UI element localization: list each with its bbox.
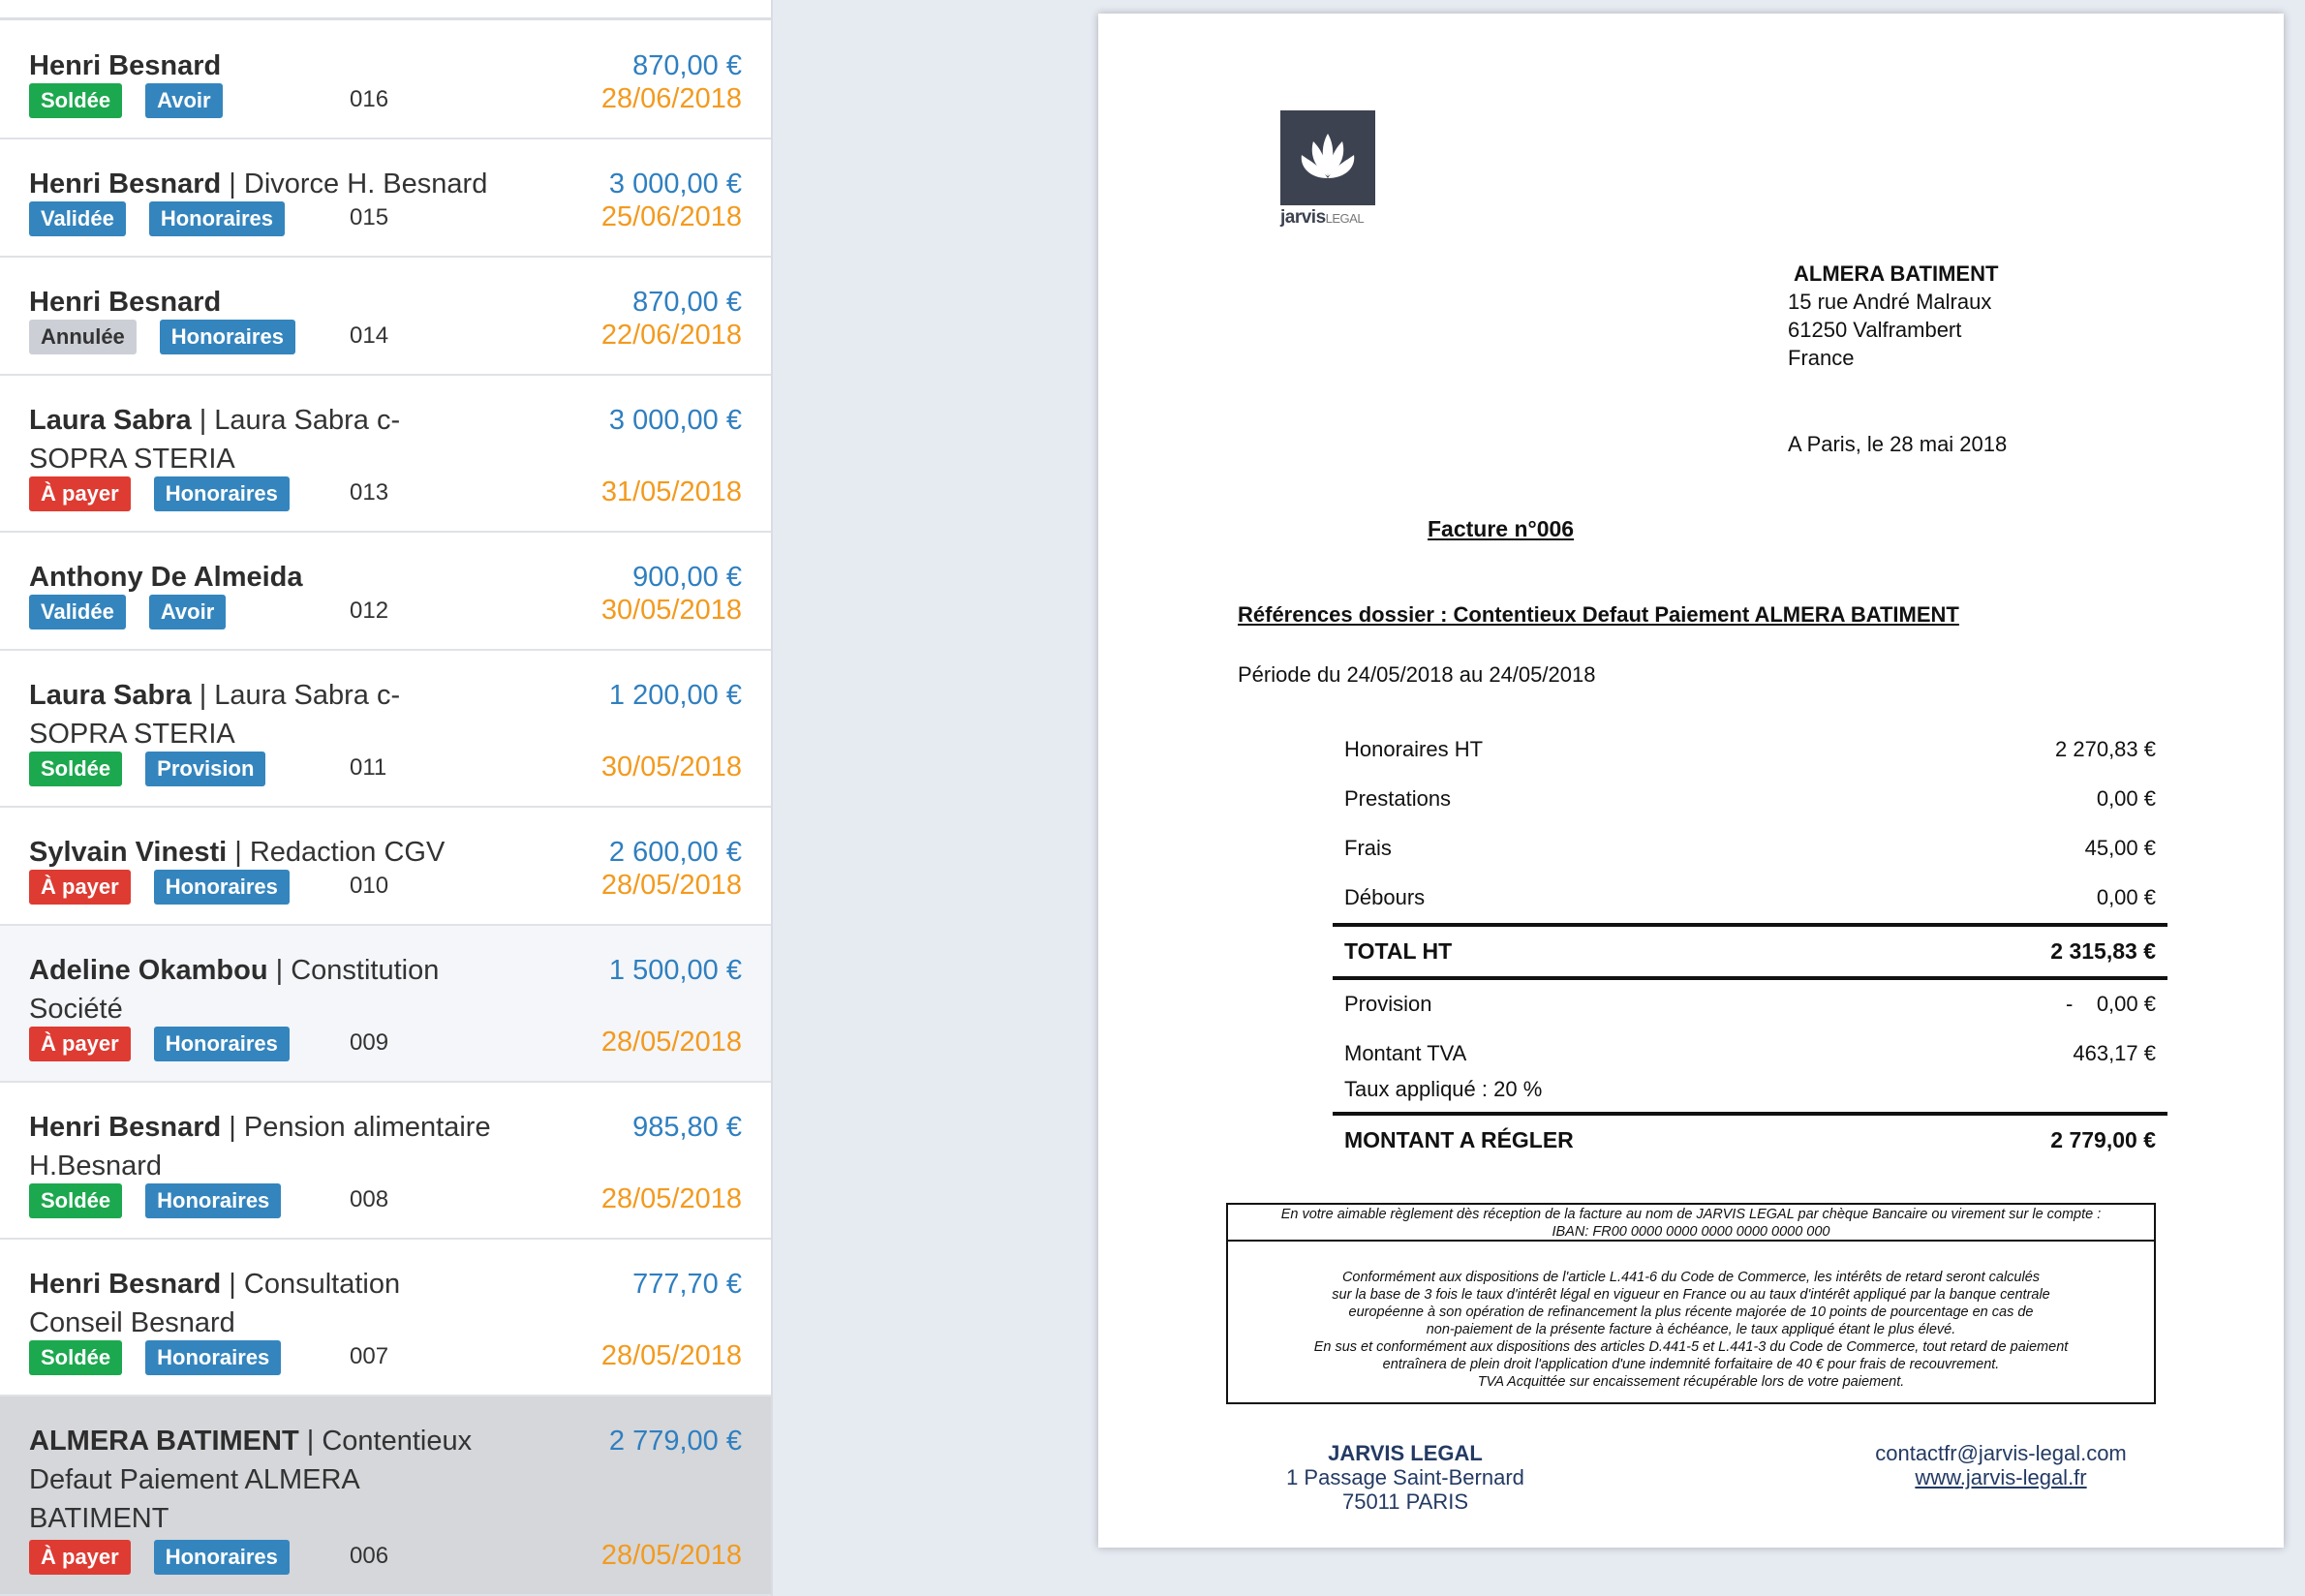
invoice-tags <box>29 201 308 238</box>
legal-notice-line: européenne à son opération de refinancement la plus récente majorée de 10 points de pourcentage en cas de <box>1348 1304 2034 1320</box>
client-city: 61250 Valframbert <box>1788 318 1962 342</box>
case-description: Divorce H. Besnard <box>243 169 488 200</box>
invoice-amount: 2 779,00 € <box>608 1426 742 1457</box>
invoice-list-item[interactable] <box>0 1240 771 1396</box>
legal-notice-line: non-paiement de la présente facture à échéance, le taux appliqué étant le plus élevé. <box>1426 1322 1956 1337</box>
client-name: Henri Besnard <box>29 169 222 200</box>
invoice-amount: 2 600,00 € <box>608 837 742 868</box>
invoice-tags <box>29 1027 313 1063</box>
invoice-list-item[interactable] <box>0 21 771 139</box>
invoice-tags <box>29 1340 304 1377</box>
type-badge: Honoraires <box>145 1183 281 1218</box>
total-ht-label: TOTAL HT <box>1344 938 1453 964</box>
invoice-number: 016 <box>350 86 389 112</box>
invoice-amount: 1 200,00 € <box>608 680 742 711</box>
line-item-value: 0,00 € <box>2096 885 2156 909</box>
invoice-tags <box>29 83 246 120</box>
invoice-number: 012 <box>350 598 389 624</box>
type-badge: Honoraires <box>154 870 290 905</box>
title-separator: | <box>221 1269 244 1300</box>
type-badge: Provision <box>145 752 265 786</box>
invoice-tags <box>29 320 319 356</box>
invoice-item-title <box>29 401 494 478</box>
amount-due-row <box>1333 1116 2167 1165</box>
line-item-row <box>1333 775 2167 824</box>
status-badge: Soldée <box>29 1340 122 1375</box>
client-country: France <box>1788 346 1855 370</box>
firm-website-link[interactable]: www.jarvis-legal.fr <box>1915 1465 2087 1489</box>
invoice-tags <box>29 595 249 631</box>
invoice-item-title <box>29 951 494 1028</box>
invoice-list-item[interactable] <box>0 926 771 1083</box>
type-badge: Avoir <box>149 595 226 629</box>
provision-label: Provision <box>1344 992 1432 1016</box>
line-item-label: Frais <box>1344 836 1392 860</box>
case-description: Constitution Société <box>29 955 440 1025</box>
invoice-list-item[interactable] <box>0 533 771 651</box>
title-separator: | <box>221 169 244 200</box>
payment-instructions-text: En votre aimable règlement dès réception de la facture au nom de JARVIS LEGAL par chèque Bancaire ou virement sur le compte : <box>1280 1207 2102 1222</box>
legal-notice-line: Conformément aux dispositions de l'article L.441-6 du Code de Commerce, les intérêts de retard seront calculés <box>1341 1270 2041 1285</box>
legal-notice-line: entraînera de plein droit l'application d'une indemnité forfaitaire de 40 € pour frais de recouvrement. <box>1382 1357 2000 1372</box>
invoice-item-title <box>29 1108 494 1185</box>
invoice-number: 014 <box>350 322 389 349</box>
payment-instructions <box>1228 1205 2154 1242</box>
invoice-amount: 985,80 € <box>632 1112 742 1143</box>
status-badge: Soldée <box>29 83 122 118</box>
type-badge: Honoraires <box>154 1540 290 1575</box>
status-badge: Validée <box>29 595 126 629</box>
invoice-number: 010 <box>350 873 389 899</box>
invoice-date: 28/05/2018 <box>600 1183 742 1214</box>
title-separator: | <box>191 680 215 711</box>
invoice-totals-table <box>1333 725 2167 1079</box>
case-description: Contentieux Defaut Paiement ALMERA BATIMENT <box>29 1426 473 1534</box>
invoice-list[interactable] <box>0 0 773 1596</box>
total-ht-row <box>1333 927 2167 976</box>
invoice-amount: 1 500,00 € <box>608 955 742 986</box>
tax-rate: Taux appliqué : 20 % <box>1344 1077 1543 1101</box>
case-description: Laura Sabra c-SOPRA STERIA <box>29 405 401 475</box>
logo-wordmark: jarvisLEGAL <box>1280 207 1365 228</box>
jarvis-legal-logo <box>1280 110 1377 229</box>
invoice-tags <box>29 1540 313 1577</box>
title-separator: | <box>227 837 250 868</box>
invoice-item-title <box>29 46 494 85</box>
line-item-label: Prestations <box>1344 786 1452 811</box>
client-name: ALMERA BATIMENT <box>1794 261 1999 286</box>
client-address <box>1788 260 1998 372</box>
status-badge: À payer <box>29 476 131 511</box>
provision-row <box>1333 980 2167 1029</box>
status-badge: Soldée <box>29 752 122 786</box>
line-item-value: 45,00 € <box>2084 836 2156 860</box>
invoice-amount: 3 000,00 € <box>608 405 742 436</box>
tva-value: 463,17 € <box>2073 1041 2156 1065</box>
total-ht-value: 2 315,83 € <box>2050 938 2156 964</box>
title-separator: | <box>221 1112 244 1143</box>
client-name: ALMERA BATIMENT <box>29 1426 299 1457</box>
invoice-date: 30/05/2018 <box>600 752 742 783</box>
legal-notice-line: sur la base de 3 fois le taux d'intérêt légal en vigueur en France ou au taux d'intérêt appliqué par la banque centrale <box>1332 1287 2050 1303</box>
type-badge: Honoraires <box>145 1340 281 1375</box>
firm-address <box>1265 1441 1546 1514</box>
invoice-tags <box>29 752 289 788</box>
title-separator: | <box>298 1426 323 1457</box>
line-item-value: 0,00 € <box>2096 786 2156 811</box>
firm-name: JARVIS LEGAL <box>1328 1441 1483 1465</box>
type-badge: Honoraires <box>149 201 285 236</box>
invoice-date: 25/06/2018 <box>600 201 742 232</box>
invoice-amount: 777,70 € <box>632 1269 742 1300</box>
invoice-list-item[interactable] <box>0 651 771 808</box>
client-name: Anthony De Almeida <box>29 562 303 593</box>
title-separator: | <box>191 405 215 436</box>
invoice-date-line: A Paris, le 28 mai 2018 <box>1788 432 2008 456</box>
status-badge: À payer <box>29 870 131 905</box>
client-name: Laura Sabra <box>29 405 192 436</box>
invoice-date: 22/06/2018 <box>600 320 742 351</box>
legal-notice-line: TVA Acquittée sur encaissement récupérable lors de votre paiement. <box>1477 1374 1905 1390</box>
billing-period: Période du 24/05/2018 au 24/05/2018 <box>1238 662 1596 687</box>
invoice-item-title <box>29 676 494 753</box>
invoice-tags <box>29 1183 304 1220</box>
client-name: Adeline Okambou <box>29 955 268 986</box>
tva-row <box>1333 1029 2167 1079</box>
invoice-number: 011 <box>350 754 387 781</box>
firm-email[interactable]: contactfr@jarvis-legal.com <box>1875 1441 2127 1465</box>
legal-notice-line: En sus et conformément aux dispositions des articles D.441-5 et L.441-3 du Code de Commerce, tout retard de paiement <box>1313 1339 2069 1355</box>
status-badge: Soldée <box>29 1183 122 1218</box>
tva-label: Montant TVA <box>1344 1041 1467 1065</box>
invoice-list-item[interactable] <box>0 258 771 376</box>
invoice-item-title <box>29 1265 494 1342</box>
firm-street: 1 Passage Saint-Bernard <box>1286 1465 1524 1489</box>
line-item-row <box>1333 824 2167 874</box>
client-name: Henri Besnard <box>29 1269 222 1300</box>
invoice-amount: 870,00 € <box>632 50 742 81</box>
invoice-date: 28/05/2018 <box>600 1540 742 1571</box>
invoice-item-title <box>29 165 494 203</box>
line-item-label: Honoraires HT <box>1344 737 1484 761</box>
logo-emblem-icon <box>1280 110 1375 205</box>
status-badge: Validée <box>29 201 126 236</box>
invoice-list-item[interactable] <box>0 376 771 533</box>
invoice-number: 006 <box>350 1543 389 1569</box>
invoice-tags <box>29 870 313 906</box>
invoice-date: 30/05/2018 <box>600 595 742 626</box>
invoice-number: 008 <box>350 1186 389 1212</box>
invoice-number: 015 <box>350 204 389 230</box>
line-item-row <box>1333 874 2167 923</box>
firm-city: 75011 PARIS <box>1341 1489 1469 1514</box>
type-badge: Honoraires <box>160 320 295 354</box>
invoice-date: 28/05/2018 <box>600 1027 742 1058</box>
provision-value: - 0,00 € <box>2066 992 2156 1016</box>
case-description: Laura Sabra c-SOPRA STERIA <box>29 680 401 750</box>
client-name: Sylvain Vinesti <box>29 837 228 868</box>
invoice-number: 013 <box>350 479 389 506</box>
invoice-item-title <box>29 833 494 872</box>
invoice-list-item[interactable] <box>0 139 771 258</box>
invoice-tags <box>29 476 313 513</box>
client-name: Laura Sabra <box>29 680 192 711</box>
client-street: 15 rue André Malraux <box>1788 290 1992 314</box>
client-name: Henri Besnard <box>29 287 222 318</box>
invoice-item-title <box>29 558 494 597</box>
amount-due-value: 2 779,00 € <box>2050 1127 2156 1152</box>
type-badge: Honoraires <box>154 476 290 511</box>
line-item-label: Débours <box>1344 885 1426 909</box>
status-badge: À payer <box>29 1540 131 1575</box>
invoice-list-item[interactable] <box>0 1083 771 1240</box>
iban-text: IBAN: FR00 0000 0000 0000 0000 0000 000 <box>1552 1224 1830 1240</box>
invoice-number: 009 <box>350 1029 389 1056</box>
invoice-amount: 3 000,00 € <box>608 169 742 200</box>
invoice-date: 28/05/2018 <box>600 870 742 901</box>
case-description: Consultation Conseil Besnard <box>29 1269 401 1338</box>
invoice-date: 31/05/2018 <box>600 476 742 507</box>
legal-notice <box>1228 1242 2154 1391</box>
invoice-amount: 900,00 € <box>632 562 742 593</box>
invoice-list-item[interactable] <box>0 808 771 926</box>
client-name: Henri Besnard <box>29 50 222 81</box>
invoice-document-preview <box>1098 14 2284 1548</box>
title-separator: | <box>267 955 292 986</box>
type-badge: Avoir <box>145 83 222 118</box>
invoice-amount: 870,00 € <box>632 287 742 318</box>
invoice-item-title <box>29 283 494 322</box>
status-badge: Annulée <box>29 320 137 354</box>
invoice-date: 28/06/2018 <box>600 83 742 114</box>
status-badge: À payer <box>29 1027 131 1061</box>
list-top-divider <box>0 17 771 20</box>
firm-contact <box>1856 1441 2146 1489</box>
line-item-value: 2 270,83 € <box>2055 737 2156 761</box>
line-item-row <box>1333 725 2167 775</box>
invoice-title: Facture n°006 <box>1428 516 1575 541</box>
invoice-item-title <box>29 1422 484 1538</box>
payment-terms-box <box>1226 1203 2156 1404</box>
type-badge: Honoraires <box>154 1027 290 1061</box>
invoice-list-item[interactable] <box>0 1396 771 1596</box>
invoice-number: 007 <box>350 1343 389 1369</box>
amount-due-block <box>1333 1112 2167 1165</box>
case-reference: Références dossier : Contentieux Defaut Paiement ALMERA BATIMENT <box>1238 602 1959 627</box>
case-description: Redaction CGV <box>249 837 446 868</box>
case-description: Pension alimentaire H.Besnard <box>29 1112 491 1182</box>
client-name: Henri Besnard <box>29 1112 222 1143</box>
invoice-date: 28/05/2018 <box>600 1340 742 1371</box>
amount-due-label: MONTANT A RÉGLER <box>1344 1127 1574 1152</box>
